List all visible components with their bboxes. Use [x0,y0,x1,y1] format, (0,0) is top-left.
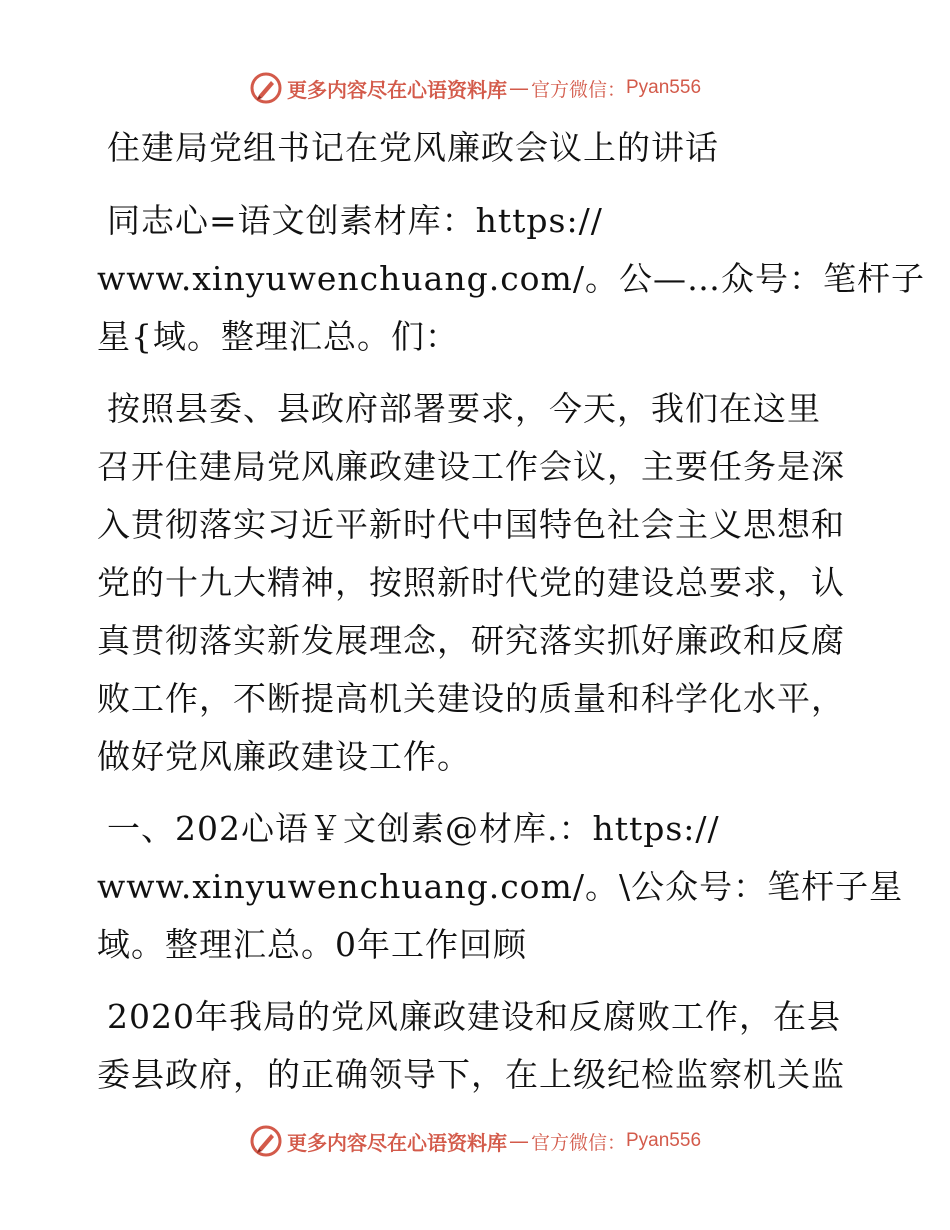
document-body [97,118,925,1104]
pen-logo-icon [249,71,283,105]
text-line: 域。整理汇总。0年工作回顾 [97,925,527,964]
text-line: 召开住建局党风廉政建设工作会议，主要任务是深 [97,447,845,486]
greeting [97,192,925,366]
watermark-text: 更多内容尽在心语资料库 [286,77,507,102]
watermark-text: 更多内容尽在心语资料库 [286,1130,507,1155]
watermark-official-label: 官方微信： [530,1131,626,1154]
pen-logo-icon [249,1124,283,1158]
text-line: 做好党风廉政建设工作。 [97,737,471,776]
text-line: 星{域。整理汇总。们： [97,317,459,356]
text-line: 按照县委、县政府部署要求，今天，我们在这里 [107,389,821,428]
paragraph [97,380,857,786]
text-line: 入贯彻落实习近平新时代中国特色社会主义思想和 [97,505,845,544]
watermark-wechat-id: Pyan556 [626,77,702,98]
text-line: 同志心=语文创素材库：https:// [107,201,603,240]
text-line: 党的十九大精神，按照新时代党的建设总要求，认 [97,563,845,602]
text-line: www.xinyuwenchuang.com/。\公众号：笔杆子星 [97,867,904,906]
watermark-wechat-id: Pyan556 [626,1130,702,1151]
text-line: www.xinyuwenchuang.com/。公—…众号：笔杆子 [97,259,925,298]
text-line: 败工作，不断提高机关建设的质量和科学化水平， [97,679,845,718]
paragraph [97,988,857,1104]
watermark-separator: — [508,76,529,100]
watermark-official-label: 官方微信： [530,78,626,101]
watermark-separator: — [508,1129,529,1153]
text-line: 委县政府，的正确领导下，在上级纪检监察机关监 [97,1055,845,1094]
document-title: 住建局党组书记在党风廉政会议上的讲话 [107,128,719,167]
section-heading [97,800,904,974]
text-line: 真贯彻落实新发展理念，研究落实抓好廉政和反腐 [97,621,845,660]
header-watermark [0,70,950,106]
text-line: 一、202心语￥文创素@材库.：https:// [107,809,720,848]
footer-watermark [0,1123,950,1159]
text-line: 2020年我局的党风廉政建设和反腐败工作，在县 [107,997,841,1036]
